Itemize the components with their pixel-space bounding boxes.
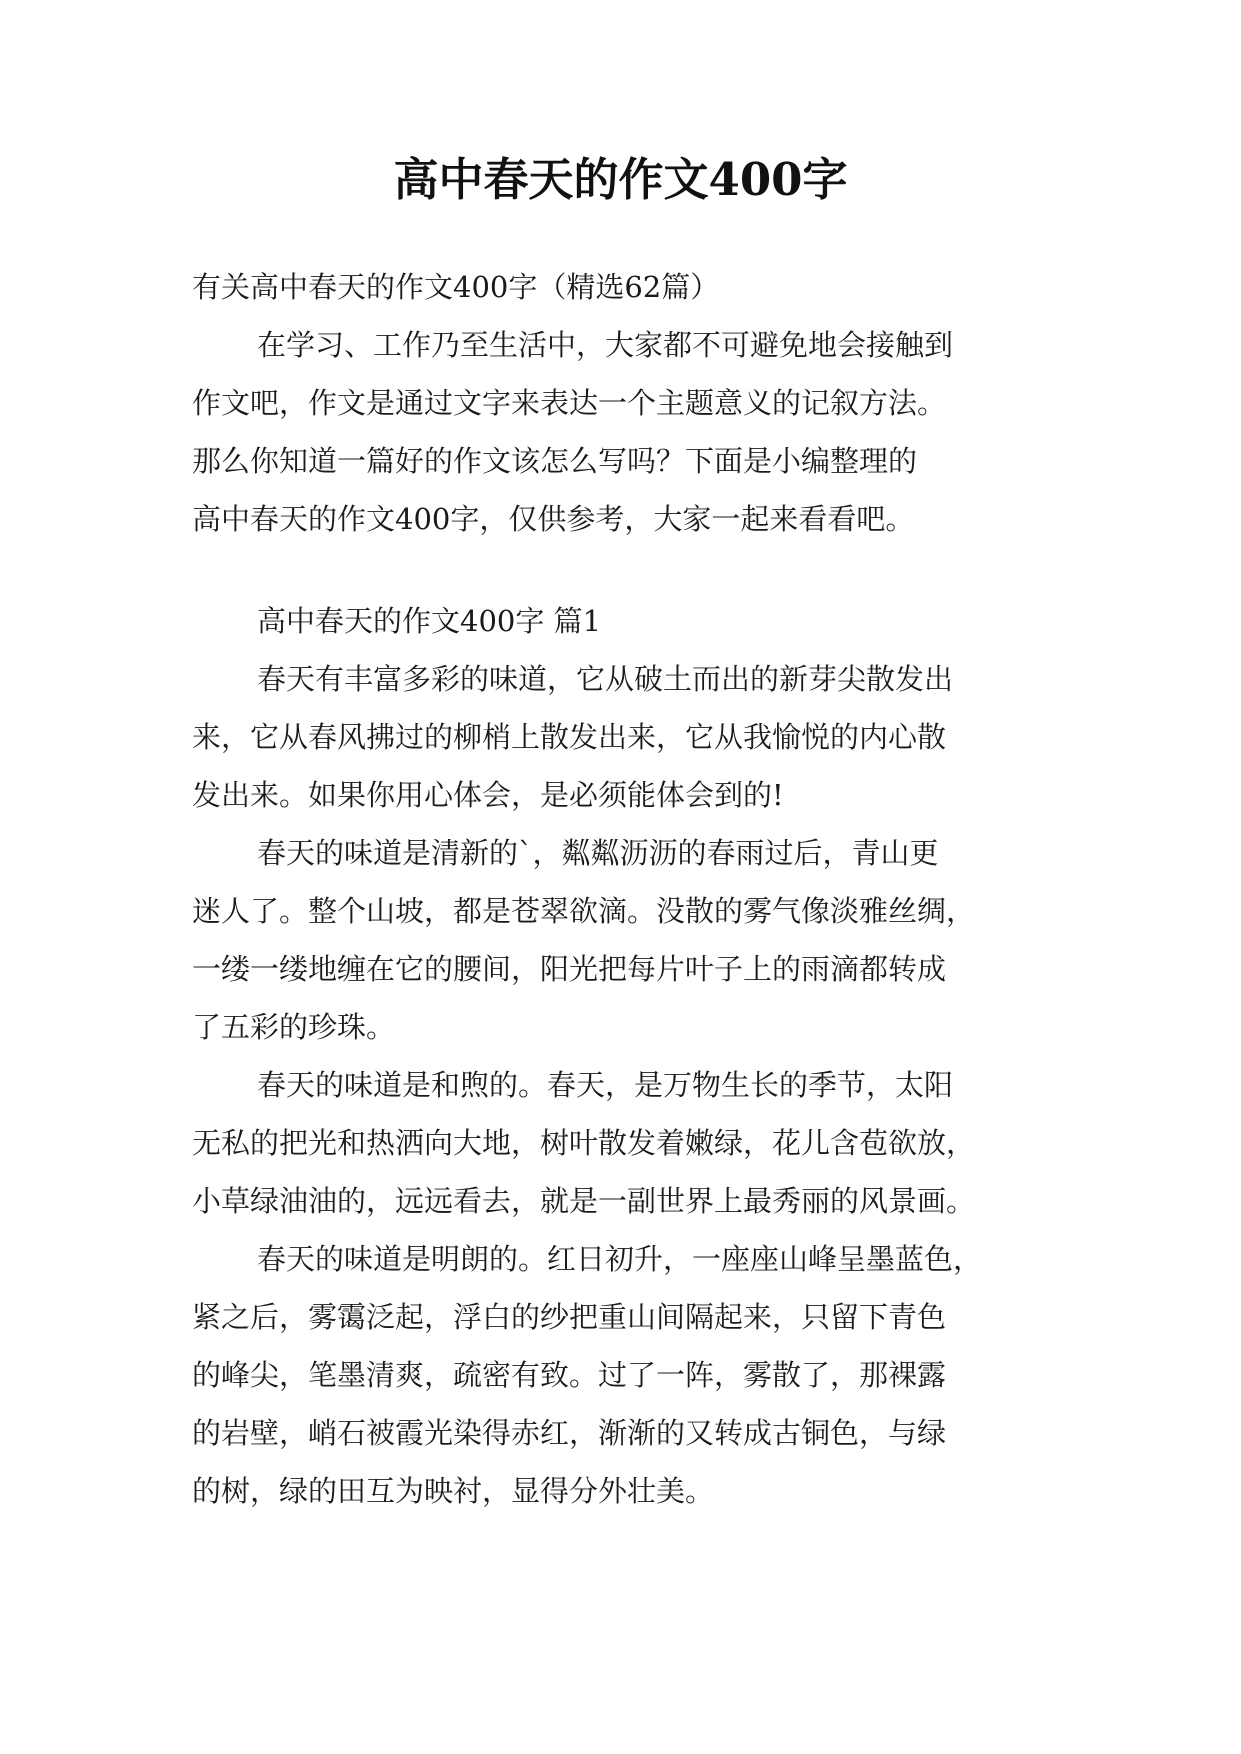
paragraph-4 [192,1230,1056,1520]
paragraph-line: 紧之后，雾霭泛起，浮白的纱把重山间隔起来，只留下青色 [192,1300,947,1334]
paragraph-line: 无私的把光和热洒向大地，树叶散发着嫩绿，花儿含苞欲放， [192,1126,976,1160]
paragraph-1 [192,650,1056,824]
paragraph-line: 了五彩的珍珠。 [192,1010,396,1044]
paragraph-line: 春天的味道是和煦的。春天，是万物生长的季节，太阳 [257,1068,954,1102]
paragraph-line: 春天的味道是明朗的。红日初升，一座座山峰呈墨蓝色， [257,1242,983,1276]
paragraph-line: 的峰尖，笔墨清爽，疏密有致。过了一阵，雾散了，那裸露 [192,1358,947,1392]
paragraph-line: 迷人了。整个山坡，都是苍翠欲滴。没散的雾气像淡雅丝绸， [192,894,976,928]
paragraph-2 [192,824,1056,1056]
intro-line: 作文吧，作文是通过文字来表达一个主题意义的记叙方法。 [192,386,947,420]
paragraph-line: 的岩壁，峭石被霞光染得赤红，渐渐的又转成古铜色，与绿 [192,1416,947,1450]
paragraph-3 [192,1056,1056,1230]
paragraph-line: 春天的味道是清新的`，粼粼沥沥的春雨过后，青山更 [257,836,939,870]
paragraph-line: 发出来。如果你用心体会，是必须能体会到的! [192,778,784,812]
paragraph-line: 小草绿油油的，远远看去，就是一副世界上最秀丽的风景画。 [192,1184,976,1218]
paragraph-line: 春天有丰富多彩的味道，它从破土而出的新芽尖散发出 [257,662,954,696]
section-heading: 高中春天的作文400字 篇1 [257,604,602,638]
intro-line: 在学习、工作乃至生活中，大家都不可避免地会接触到 [257,328,954,362]
document-body [192,258,1056,1520]
intro-line: 高中春天的作文400字，仅供参考，大家一起来看看吧。 [192,502,915,536]
paragraph-line: 来，它从春风拂过的柳梢上散发出来，它从我愉悦的内心散 [192,720,947,754]
intro-paragraph [192,316,1056,548]
paragraph-line: 的树，绿的田互为映衬，显得分外壮美。 [192,1474,715,1508]
document-subtitle: 有关高中春天的作文400字（精选62篇） [192,270,720,304]
paragraph-line: 一缕一缕地缠在它的腰间，阳光把每片叶子上的雨滴都转成 [192,952,947,986]
intro-line: 那么你知道一篇好的作文该怎么写吗？下面是小编整理的 [192,444,918,478]
document-title: 高中春天的作文400字 [393,153,848,206]
